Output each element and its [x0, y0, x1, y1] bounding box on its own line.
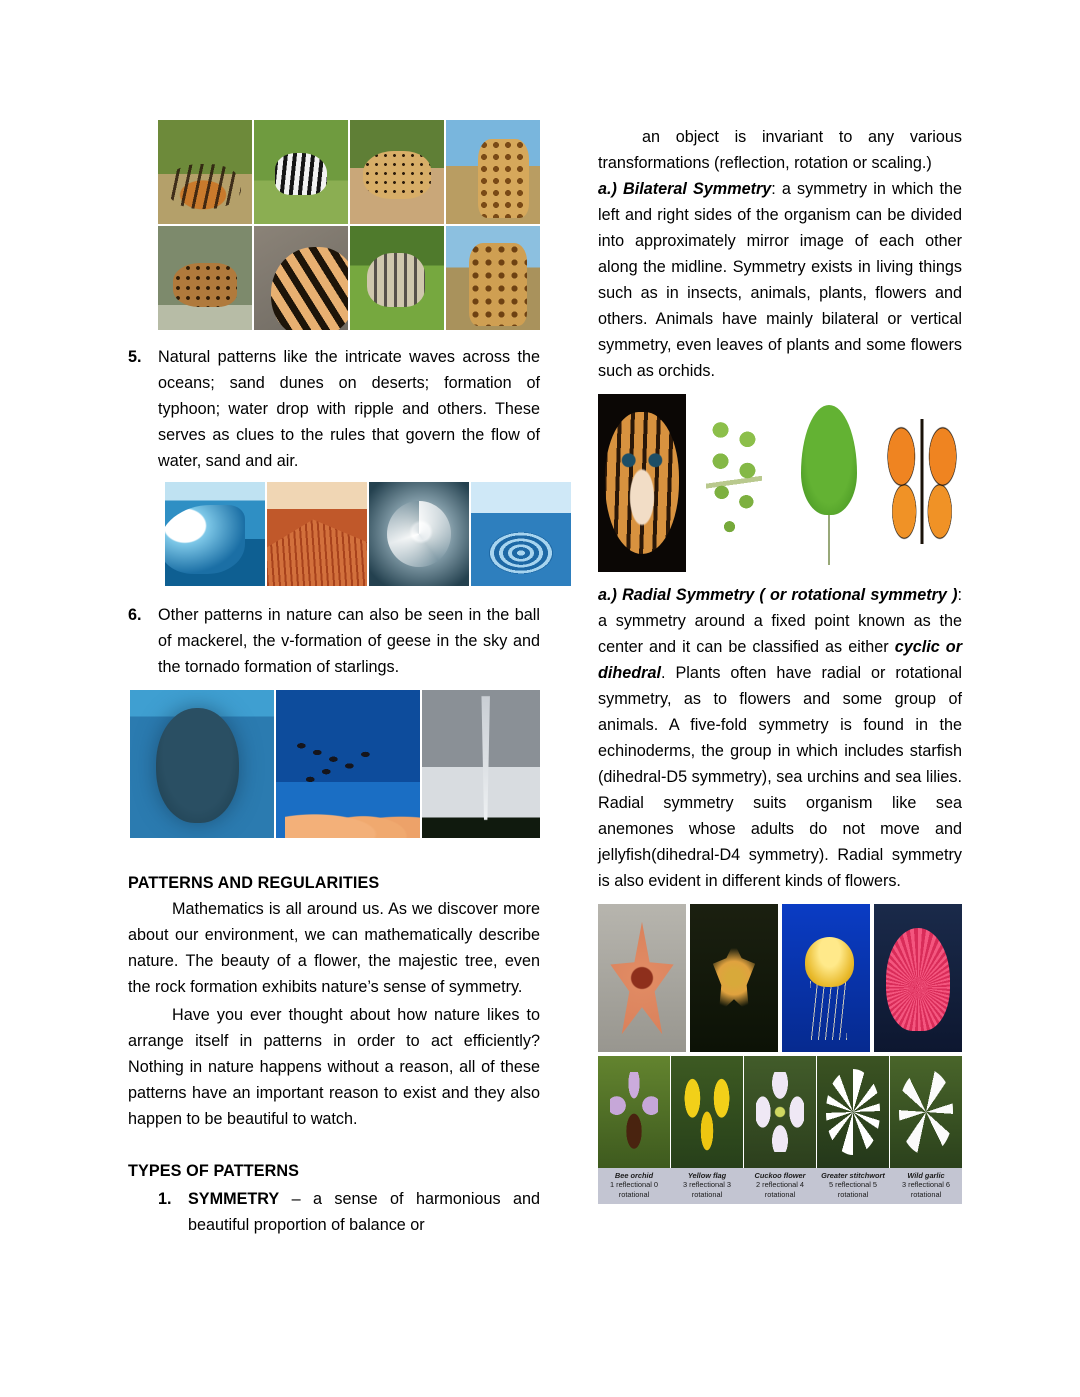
image-ocean-wave — [165, 482, 265, 586]
radial-image-grid — [598, 904, 962, 1052]
left-column — [128, 120, 540, 1238]
label-radial-symmetry: a.) Radial Symmetry ( or rotational symmetry ) — [598, 586, 958, 604]
caption-desc: 3 reflectional 3 rotational — [682, 1180, 732, 1199]
heading-types-of-patterns: TYPES OF PATTERNS — [128, 1162, 300, 1180]
caption-desc: 5 reflectional 5 rotational — [828, 1180, 878, 1199]
image-cuckoo-flower — [744, 1056, 816, 1168]
image-greater-stitchwort — [817, 1056, 889, 1168]
image-geese-v-formation — [276, 690, 420, 838]
paragraph-mathematics-around-us: Mathematics is all around us. As we discover more about our environment, we can mathematically describe nature. The beauty of a flower, the majestic tree, even the rock formation exhibits nature’s sense of symmetry. — [128, 900, 540, 996]
figure-flock-pattern-strip — [130, 690, 542, 838]
nature-image-grid — [165, 482, 571, 586]
image-giraffe — [446, 120, 540, 224]
caption-bee-orchid — [598, 1168, 670, 1204]
caption-greater-stitchwort — [817, 1168, 889, 1204]
image-sea-lily — [690, 904, 778, 1052]
list-item-6-number: 6. — [128, 606, 142, 624]
caption-name: Cuckoo flower — [754, 1171, 806, 1180]
image-sand-dune — [267, 482, 367, 586]
image-typhoon — [369, 482, 469, 586]
caption-yellow-flag — [671, 1168, 743, 1204]
caption-desc: 1 reflectional 0 rotational — [609, 1180, 659, 1199]
right-column — [598, 124, 962, 1204]
heading-patterns-and-regularities: PATTERNS AND REGULARITIES — [128, 874, 380, 892]
image-ball-of-mackerel — [130, 690, 274, 838]
caption-wild-garlic — [890, 1168, 962, 1204]
list-item-6-text: Other patterns in nature can also be seen in the ball of mackerel, the v-formation of geese in the sky and the tornado formation of starlings. — [158, 606, 540, 676]
figure-bilateral-symmetry-strip — [598, 394, 962, 572]
image-bee-orchid — [598, 1056, 670, 1168]
term-cyclic-or-dihedral: cyclic or dihedral — [598, 638, 962, 682]
label-bilateral-symmetry: a.) Bilateral Symmetry — [598, 180, 772, 198]
animal-image-grid — [158, 120, 540, 330]
image-tornado — [422, 690, 540, 838]
image-cheetah — [350, 120, 444, 224]
paragraph-invariant-transformations: an object is invariant to any various transformations (reflection, rotation or scaling.) — [598, 128, 962, 172]
text-bilateral-symmetry: : a symmetry in which the left and right sides of the organism can be divided into approximately mirror image of each other along the midline. Symmetry exists in living things such as in insects, animals, plants, flowers and others. Animals have mainly bilateral or vertical symmetry, even leaves of plants and some flowers such as orchids. — [598, 180, 962, 380]
image-monarch-butterfly — [880, 394, 964, 572]
figure-flower-symmetry-panel — [598, 1056, 962, 1204]
flock-image-grid — [130, 690, 542, 838]
list-item-5 — [128, 344, 540, 474]
image-tiger — [158, 120, 252, 224]
image-striped-hyena — [350, 226, 444, 330]
list-item-1-body — [188, 1186, 540, 1238]
paragraph-nature-arranges-patterns: Have you ever thought about how nature likes to arrange itself in patterns in order to act efficiently? Nothing in nature happens without a reason, all of these patterns have an important reason to exist and they also happen to be beautiful to watch. — [128, 1006, 540, 1128]
image-banded-snake — [254, 226, 348, 330]
paragraph-bilateral-symmetry — [598, 176, 962, 384]
flower-image-grid — [598, 1056, 962, 1168]
image-tiger-face — [598, 394, 686, 572]
term-symmetry: SYMMETRY — [188, 1190, 280, 1208]
caption-name: Bee orchid — [614, 1171, 654, 1180]
image-wild-garlic — [890, 1056, 962, 1168]
figure-nature-pattern-strip — [165, 482, 571, 586]
text-radial-part1: : a symmetry around a fixed point known as the center and it can be classified as either — [598, 586, 962, 656]
image-water-drop-ripple — [471, 482, 571, 586]
caption-name: Yellow flag — [687, 1171, 727, 1180]
list-item-6 — [128, 602, 540, 680]
figure-radial-symmetry-strip — [598, 904, 962, 1052]
flower-caption-strip — [598, 1168, 962, 1204]
image-sea-anemone — [874, 904, 962, 1052]
text-radial-part2: . Plants often have radial or rotational symmetry, as to flowers and some group of animals. A five-fold symmetry is found in the echinoderms, the group in which includes starfish (dihedral-D5 symmetry), sea urchins and sea lilies. Radial symmetry suits organism like sea anemones whose adults do not move and jellyfish(dihedral-D4 symmetry). Radial symmetry is also evident in different kinds of flowers. — [598, 664, 962, 890]
image-zebra — [254, 120, 348, 224]
list-item-1-text: – a sense of harmonious and beautiful proportion of balance or — [188, 1190, 540, 1234]
paragraph-radial-symmetry — [598, 582, 962, 894]
image-compound-leaf — [690, 394, 778, 572]
caption-desc: 3 reflectional 6 rotational — [901, 1180, 951, 1199]
list-item-5-number: 5. — [128, 348, 142, 366]
image-yellow-flag — [671, 1056, 743, 1168]
image-starfish — [598, 904, 686, 1052]
caption-name: Greater stitchwort — [821, 1171, 885, 1180]
list-item-1-number: 1. — [158, 1190, 172, 1208]
list-item-1-symmetry — [128, 1186, 540, 1238]
image-jellyfish — [782, 904, 870, 1052]
bilateral-image-grid — [598, 394, 962, 572]
image-bengal-cat — [158, 226, 252, 330]
list-item-5-text: Natural patterns like the intricate waves across the oceans; sand dunes on deserts; formation of typhoon; water drop with ripple and others. These serves as clues to the rules that govern the flow of water, sand and air. — [158, 348, 540, 470]
caption-name: Wild garlic — [907, 1171, 945, 1180]
caption-cuckoo-flower — [744, 1168, 816, 1204]
image-single-leaf — [782, 394, 876, 572]
figure-animal-pattern-collage — [158, 120, 540, 330]
caption-desc: 2 reflectional 4 rotational — [755, 1180, 805, 1199]
image-giraffe-with-calf — [446, 226, 540, 330]
